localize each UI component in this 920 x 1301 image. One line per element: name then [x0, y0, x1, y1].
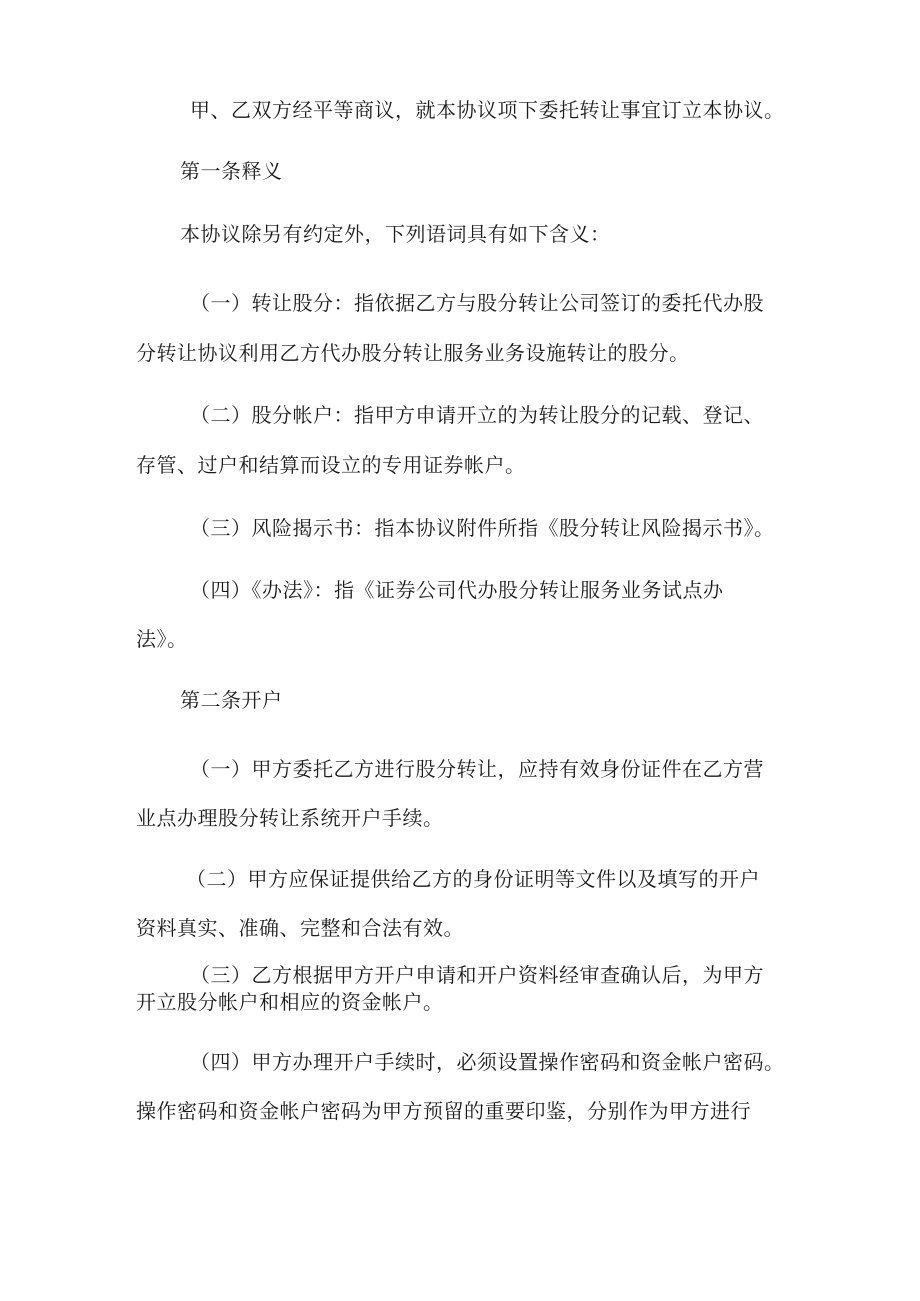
paragraph-definition-2-cont: 存管、过户和结算而设立的专用证券帐户。: [136, 453, 526, 477]
paragraph-definition-2: （二）股分帐户：指甲方申请开立的为转让股分的记载、登记、: [190, 403, 764, 427]
paragraph-definitions-intro: 本协议除另有约定外，下列语词具有如下含义：: [180, 222, 611, 246]
paragraph-account-2-cont: 资料真实、准确、完整和合法有效。: [136, 916, 464, 940]
paragraph-account-1: （一）甲方委托乙方进行股分转让，应持有效身份证件在乙方营: [190, 757, 764, 781]
paragraph-account-1-cont: 业点办理股分转让系统开户手续。: [136, 806, 444, 830]
paragraph-account-3: （三）乙方根据甲方开户申请和开户资料经审查确认后，为甲方: [190, 963, 764, 987]
paragraph-intro: 甲、乙双方经平等商议，就本协议项下委托转让事宜订立本协议。: [190, 98, 785, 122]
section-heading-2: 第二条开户: [180, 688, 283, 712]
paragraph-account-4-cont: 操作密码和资金帐户密码为甲方预留的重要印鉴，分别作为甲方进行: [136, 1099, 751, 1123]
section-heading-1: 第一条释义: [180, 159, 283, 183]
paragraph-definition-4-cont: 法》。: [136, 627, 188, 651]
paragraph-account-4: （四）甲方办理开户手续时，必须设置操作密码和资金帐户密码。: [190, 1050, 785, 1074]
paragraph-definition-1: （一）转让股分：指依据乙方与股分转让公司签订的委托代办股: [190, 291, 764, 315]
paragraph-definition-1-cont: 分转让协议利用乙方代办股分转让服务业务设施转让的股分。: [136, 341, 690, 365]
paragraph-definition-3: （三）风险揭示书：指本协议附件所指《股分转让风险揭示书》。: [190, 516, 775, 540]
paragraph-definition-4: （四）《办法》：指《证券公司代办股分转让服务业务试点办: [190, 578, 724, 602]
paragraph-account-3-cont: 开立股分帐户和相应的资金帐户。: [136, 990, 444, 1014]
paragraph-account-2: （二）甲方应保证提供给乙方的身份证明等文件以及填写的开户: [186, 867, 760, 891]
